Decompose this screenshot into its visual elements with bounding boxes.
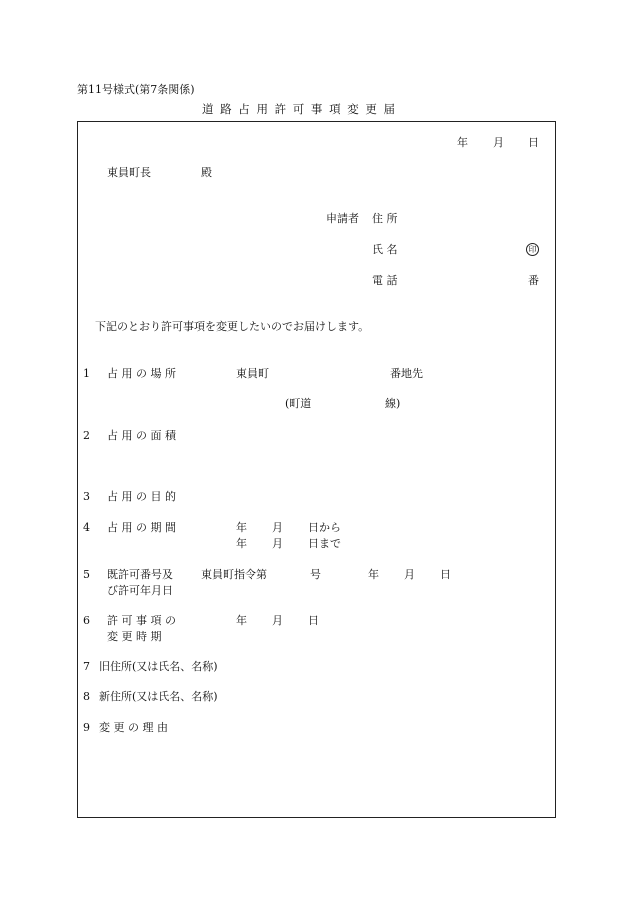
item-5-number: 5 — [83, 568, 90, 581]
item-4-number: 4 — [83, 521, 90, 534]
date-day-label: 日 — [528, 136, 539, 149]
item-3-label: 占 用 の 目 的 — [107, 490, 176, 503]
item-8-number: 8 — [83, 690, 90, 703]
item-4-end-year: 年 — [236, 537, 247, 550]
item-1-town: 東員町 — [236, 367, 269, 380]
applicant-name-label: 氏 名 — [372, 243, 398, 256]
document-title: 道 路 占 用 許 可 事 項 変 更 届 — [202, 102, 397, 116]
recipient-name: 東員町長 — [107, 166, 151, 179]
item-1-label: 占 用 の 場 所 — [107, 367, 176, 380]
item-4-start-day: 日から — [308, 521, 341, 534]
item-5-number-suffix: 号 — [310, 568, 321, 581]
intro-text: 下記のとおり許可事項を変更したいのでお届けします。 — [95, 320, 370, 333]
item-5-order: 東員町指令第 — [201, 568, 267, 581]
item-1-lot: 番地先 — [390, 367, 423, 380]
item-5-label-line1: 既許可番号及 — [107, 568, 173, 581]
item-2-number: 2 — [83, 429, 90, 442]
item-3-number: 3 — [83, 490, 90, 503]
form-number: 第11号様式(第7条関係) — [77, 83, 195, 96]
item-4-label: 占 用 の 期 間 — [107, 521, 176, 534]
item-6-month: 月 — [272, 614, 283, 627]
item-6-year: 年 — [236, 614, 247, 627]
recipient-honorific: 殿 — [201, 166, 212, 179]
applicant-phone-suffix: 番 — [528, 274, 539, 287]
item-7-number: 7 — [83, 660, 90, 673]
item-5-month: 月 — [404, 568, 415, 581]
date-month-label: 月 — [493, 136, 504, 149]
item-4-start-year: 年 — [236, 521, 247, 534]
item-5-label-line2: び許可年月日 — [107, 584, 173, 597]
item-4-end-day: 日まで — [308, 537, 341, 550]
item-2-label: 占 用 の 面 積 — [107, 429, 176, 442]
item-1-road-close: 線) — [385, 397, 401, 410]
date-year-label: 年 — [457, 136, 468, 149]
item-6-number: 6 — [83, 614, 90, 627]
item-5-year: 年 — [368, 568, 379, 581]
item-7-label: 旧住所(又は氏名、名称) — [99, 660, 218, 673]
item-5-day: 日 — [440, 568, 451, 581]
applicant-label: 申請者 — [326, 212, 359, 225]
item-4-end-month: 月 — [272, 537, 283, 550]
form-frame — [77, 121, 556, 818]
item-1-road-open: (町道 — [285, 397, 312, 410]
item-9-number: 9 — [83, 721, 90, 734]
item-8-label: 新住所(又は氏名、名称) — [99, 690, 218, 703]
item-6-label-line2: 変 更 時 期 — [107, 630, 162, 643]
item-4-start-month: 月 — [272, 521, 283, 534]
item-9-label: 変 更 の 理 由 — [99, 721, 168, 734]
applicant-phone-label: 電 話 — [372, 274, 398, 287]
item-6-day: 日 — [308, 614, 319, 627]
applicant-address-label: 住 所 — [372, 212, 398, 225]
seal-mark-icon: 印 — [526, 243, 539, 256]
item-1-number: 1 — [83, 367, 90, 380]
item-6-label-line1: 許 可 事 項 の — [107, 614, 176, 627]
